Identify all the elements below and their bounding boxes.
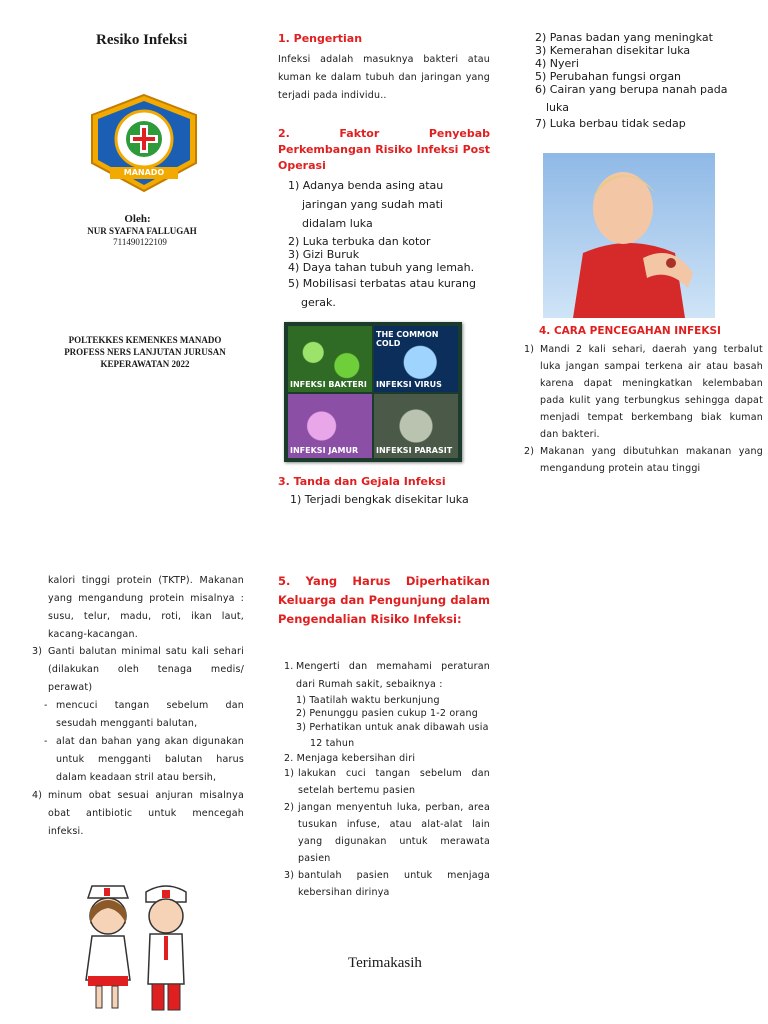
institution-line: POLTEKKES KEMENKES MANADO bbox=[68, 335, 222, 345]
list-item bbox=[32, 643, 244, 697]
list-item: 7) Luka berbau tidak sedap bbox=[535, 117, 686, 130]
list-item: 2) Panas badan yang meningkat bbox=[535, 31, 713, 44]
item-number: 2) bbox=[284, 802, 295, 813]
item-text: bantulah pasien untuk menjaga kebersihan dirinya bbox=[298, 870, 490, 898]
institution-line: PROFESS NERS LANJUTAN JURUSAN bbox=[64, 347, 226, 357]
list-item: 2. Menjaga kebersihan diri bbox=[284, 753, 416, 764]
sub-item: 2) Penunggu pasien cukup 1-2 orang bbox=[296, 708, 478, 719]
item-text: Mengerti dan memahami peraturan dari Rumah sakit, sebaiknya : bbox=[296, 661, 490, 690]
item-text: Ganti balutan minimal satu kali sehari (dilakukan oleh tenaga medis/ perawat) bbox=[48, 646, 244, 693]
section-3-item: 1) Terjadi bengkak disekitar luka bbox=[290, 493, 469, 506]
item-text: mencuci tangan sebelum dan sesudah mengganti balutan, bbox=[56, 700, 244, 729]
list-item bbox=[524, 443, 763, 477]
item-text: Makanan yang dibutuhkan makanan yang mengandung protein atau tinggi bbox=[540, 446, 763, 474]
section-4-title: 4. CARA PENCEGAHAN INFEKSI bbox=[539, 325, 721, 337]
continued-text: kalori tinggi protein (TKTP). Makanan yang mengandung protein misalnya : susu, telur, madu, roti, ikan laut, kacang-kacangan. bbox=[48, 575, 244, 640]
item-number: 2) bbox=[524, 446, 535, 457]
item-text: Mandi 2 kali sehari, daerah yang terbalut luka jangan sampai terkena air atau basah karena dapat meningkatkan kelembaban pada kulit yang terbungkus sehingga dapat menjadi tempat berkembang biak kuman dan bakteri. bbox=[540, 344, 763, 440]
logo-text: MANADO bbox=[123, 168, 165, 177]
item-text: lakukan cuci tangan sebelum dan setelah bertemu pasien bbox=[298, 768, 490, 796]
prevention-list-bottom bbox=[32, 643, 244, 841]
sub-item: 3) Perhatikan untuk anak dibawah usia 12 tahun bbox=[296, 722, 489, 749]
section-1-text: Infeksi adalah masuknya bakteri atau kuman ke dalam tubuh dan jaringan yang terjadi pada individu.. bbox=[278, 54, 490, 101]
list-item: 4) Daya tahan tubuh yang lemah. bbox=[288, 261, 475, 274]
author-nim: 711490122109 bbox=[113, 237, 167, 247]
poltekkes-logo bbox=[88, 93, 200, 193]
dash-item bbox=[32, 697, 244, 733]
list-item: luka bbox=[546, 101, 569, 114]
list-item: 2) Luka terbuka dan kotor bbox=[288, 235, 431, 248]
collage-label: INFEKSI PARASIT bbox=[376, 446, 453, 455]
section-4-list bbox=[524, 341, 763, 477]
list-item: 3) Kemerahan disekitar luka bbox=[535, 44, 691, 57]
collage-top-label: THE COMMON COLD bbox=[376, 330, 439, 348]
list-item bbox=[32, 787, 244, 841]
thank-you-text: Terimakasih bbox=[348, 955, 422, 971]
sub-list bbox=[284, 694, 490, 752]
sub-item bbox=[284, 799, 490, 867]
item-number: 3) bbox=[284, 870, 295, 881]
institution-block bbox=[40, 334, 250, 370]
author-name: NUR SYAFNA FALLUGAH bbox=[87, 226, 197, 236]
sub-item bbox=[284, 765, 490, 799]
item-number: 1) bbox=[284, 768, 295, 779]
list-item: 5) Perubahan fungsi organ bbox=[535, 70, 682, 83]
collage-label: INFEKSI JAMUR bbox=[290, 446, 359, 455]
section-2-title: 2. Faktor Penyebab Perkembangan Risiko Infeksi Post Operasi bbox=[278, 127, 490, 172]
boy-wound-photo bbox=[543, 153, 715, 318]
collage-label: INFEKSI BAKTERI bbox=[290, 380, 367, 389]
infection-types-collage bbox=[284, 322, 462, 462]
signs-list bbox=[535, 31, 745, 129]
list-item: 6) Cairan yang berupa nanah pada bbox=[535, 83, 728, 96]
list-item bbox=[284, 658, 490, 694]
list-item: 3) Gizi Buruk bbox=[288, 248, 360, 261]
list-item: 5) Mobilisasi terbatas atau kurang gerak. bbox=[288, 277, 477, 309]
section-5-title: 5. Yang Harus Diperhatikan Keluarga dan Pengunjung dalam Pengendalian Risiko Infeksi: bbox=[278, 574, 490, 626]
section-1-title: 1. Pengertian bbox=[278, 32, 363, 45]
item-text: jangan menyentuh luka, perban, area tusukan infuse, atau alat-alat lain yang digunakan untuk merawata pasien bbox=[298, 802, 490, 864]
list-item: 4) Nyeri bbox=[535, 57, 579, 70]
section-3-title: 3. Tanda dan Gejala Infeksi bbox=[278, 475, 446, 488]
item-number: 4) bbox=[32, 790, 43, 801]
list-item: 1) Adanya benda asing atau jaringan yang sudah mati didalam luka bbox=[288, 179, 444, 230]
brochure-title: Resiko Infeksi bbox=[96, 32, 188, 48]
dash: - bbox=[44, 736, 48, 747]
item-number: 1. bbox=[284, 661, 294, 672]
sub-item bbox=[284, 867, 490, 901]
sub-item: 1) Taatilah waktu berkunjung bbox=[296, 695, 440, 706]
item-number: 1) bbox=[524, 344, 535, 355]
item-number: 3) bbox=[32, 646, 43, 657]
item-text: minum obat sesuai anjuran misalnya obat antibiotic untuk mencegah infeksi. bbox=[48, 790, 244, 837]
section-5-list bbox=[284, 658, 490, 901]
collage-label: INFEKSI VIRUS bbox=[376, 380, 442, 389]
institution-line: KEPERAWATAN 2022 bbox=[100, 359, 190, 369]
list-item bbox=[524, 341, 763, 443]
nurse-kids-illustration bbox=[80, 880, 200, 1015]
dash: - bbox=[44, 700, 48, 711]
section-2-list bbox=[288, 176, 488, 312]
author-label: Oleh: bbox=[124, 213, 151, 225]
item-text: alat dan bahan yang akan digunakan untuk mengganti balutan harus dalam keadaan stril atau bersih, bbox=[56, 736, 244, 783]
dash-item bbox=[32, 733, 244, 787]
